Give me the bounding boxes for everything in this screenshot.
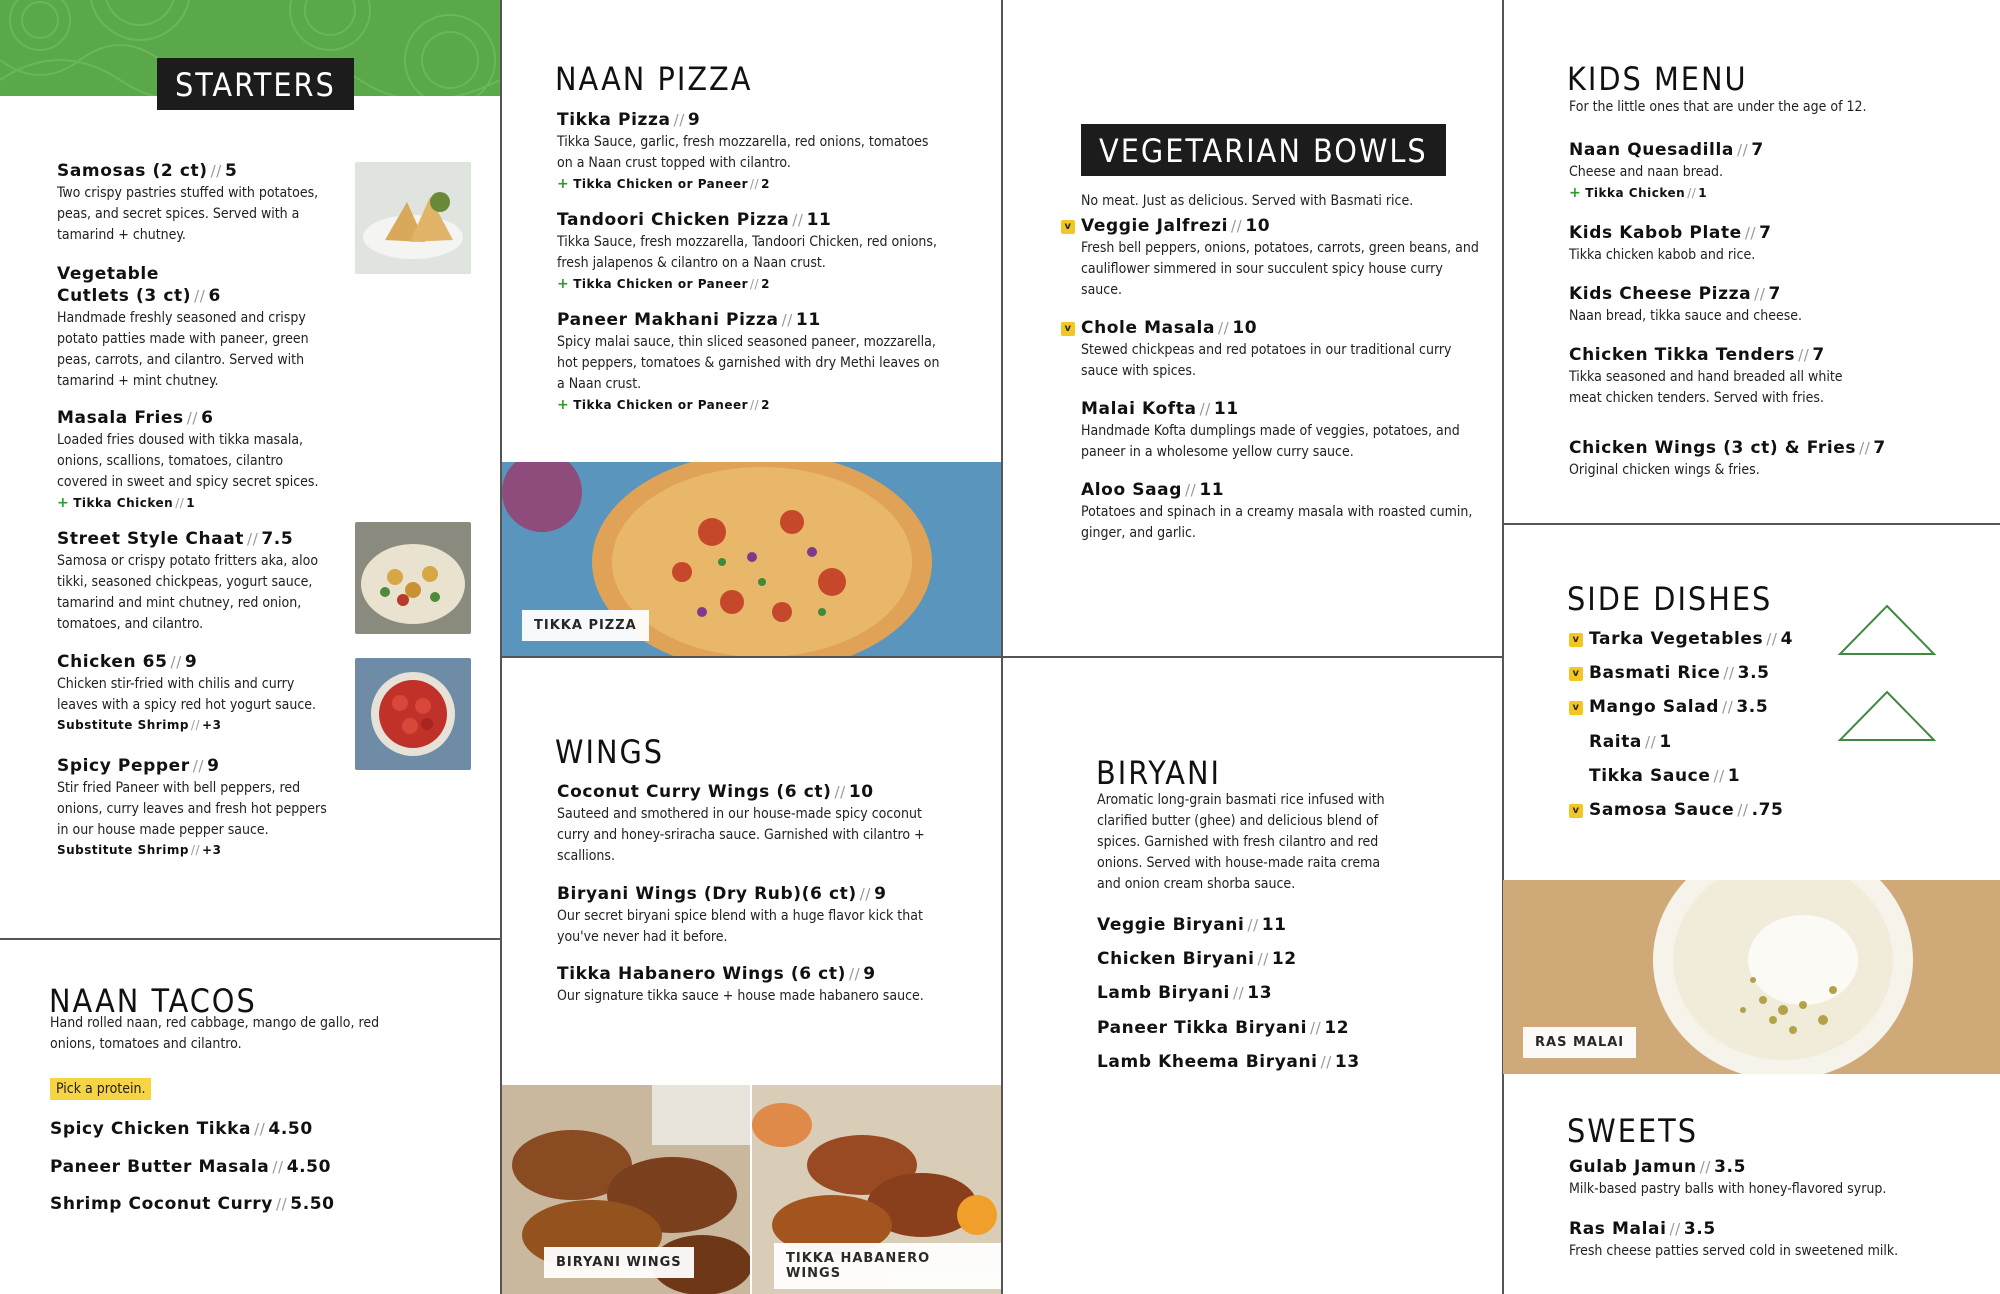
- item-name: Ras Malai: [1569, 1219, 1667, 1239]
- item-name: Chicken Tikka Tenders: [1569, 345, 1796, 365]
- item-price: 7: [1812, 345, 1825, 365]
- item-description: Potatoes and spinach in a creamy masala with roasted cumin, ginger, and garlic.: [1081, 504, 1473, 541]
- item-addon: Substitute Shrimp // +3: [57, 843, 222, 857]
- ras-malai-photo: [1503, 880, 2000, 1074]
- menu-item: Malai Kofta // 11 Handmade Kofta dumplings made of veggies, potatoes, and paneer in a wholesome yellow curry sauce.: [1081, 398, 1481, 463]
- item-name: Chicken 65: [57, 652, 168, 672]
- item-addon: Substitute Shrimp // +3: [57, 718, 222, 732]
- item-name: Masala Fries: [57, 408, 184, 428]
- item-addon: + Tikka Chicken // 1: [57, 495, 196, 511]
- item-description: Handmade freshly seasoned and crispy potato patties made with paneer, green peas, carrots, and cilantro. Served with tamarind + mint chutney.: [57, 310, 309, 389]
- item-name: Spicy Pepper: [57, 756, 190, 776]
- tikka-pizza-photo: [502, 462, 1001, 656]
- item-name: Paneer Makhani Pizza: [557, 310, 779, 330]
- menu-item: Tikka Sauce // 1: [1589, 766, 1741, 786]
- section-divider: [1503, 523, 2000, 525]
- biryani-description: Aromatic long-grain basmati rice infused with clarified butter (ghee) and delicious blend of spices. Garnished with fresh cilantro and red onions. Served with house-made raita crema and onion cream shorba sauce.: [1097, 792, 1385, 892]
- menu-item: Spicy Chicken Tikka // 4.50: [50, 1119, 313, 1139]
- wings-heading: WINGS: [555, 733, 665, 771]
- vegetarian-icon: v: [1569, 701, 1583, 715]
- item-description: Cheese and naan bread.: [1569, 164, 1724, 180]
- item-price: 3.5: [1714, 1157, 1746, 1177]
- menu-item: v Mango Salad // 3.5: [1569, 696, 1849, 718]
- item-name: Paneer Butter Masala: [50, 1157, 270, 1177]
- item-addon: + Tikka Chicken or Paneer // 2: [557, 176, 770, 192]
- chicken-65-photo: [355, 658, 471, 770]
- item-name: Tarka Vegetables: [1589, 629, 1764, 649]
- biryani-heading: BIRYANI: [1096, 754, 1221, 792]
- item-description: Two crispy pastries stuffed with potatoes, peas, and secret spices. Served with a tamarind + chutney.: [57, 185, 319, 243]
- vegetarian-icon: v: [1569, 667, 1583, 681]
- item-name: Kids Cheese Pizza: [1569, 284, 1752, 304]
- item-price: 7: [1768, 284, 1781, 304]
- vegetarian-icon: v: [1569, 804, 1583, 818]
- item-name: Veggie Biryani: [1097, 915, 1245, 935]
- side-dishes-heading: SIDE DISHES: [1567, 580, 1773, 618]
- column-divider: [1001, 0, 1003, 1294]
- menu-item: Paneer Butter Masala // 4.50: [50, 1157, 332, 1177]
- menu-item: Ras Malai // 3.5 Fresh cheese patties served cold in sweetened milk.: [1569, 1218, 1989, 1262]
- menu-item: Biryani Wings (Dry Rub)(6 ct) // 9 Our secret biryani spice blend with a huge flavor kick that you've never had it before.: [557, 883, 947, 948]
- section-divider: [501, 656, 1502, 658]
- sweets-heading: SWEETS: [1567, 1112, 1698, 1150]
- item-name: Cutlets (3 ct): [57, 286, 192, 306]
- item-price: 6: [208, 286, 221, 306]
- item-price: 10: [848, 782, 874, 802]
- item-price: 7: [1759, 223, 1772, 243]
- item-name: Tikka Sauce: [1589, 766, 1711, 786]
- item-price: 11: [1213, 399, 1239, 419]
- menu-item: Paneer Makhani Pizza // 11 Spicy malai sauce, thin sliced seasoned paneer, mozzarella, hot peppers, tomatoes & garnished with dry Methi leaves on a Naan crust. + Tikka Chicken or Paneer // 2: [557, 309, 947, 413]
- item-price: 7: [1751, 140, 1764, 160]
- item-name: Tikka Pizza: [557, 110, 671, 130]
- menu-item: Naan Quesadilla // 7 Cheese and naan bread. + Tikka Chicken // 1: [1569, 139, 1969, 201]
- menu-item: Street Style Chaat // 7.5 Samosa or crispy potato fritters aka, aloo tikki, seasoned chickpeas, yogurt sauce, tamarind and mint chutney, red onion, tomatoes, and cilantro.: [57, 528, 332, 635]
- menu-item: Tikka Habanero Wings (6 ct) // 9 Our signature tikka sauce + house made habanero sauce.: [557, 963, 947, 1007]
- item-price: 12: [1324, 1018, 1350, 1038]
- item-price: 11: [1199, 480, 1225, 500]
- item-price: 11: [1261, 915, 1287, 935]
- menu-item: Chicken Wings (3 ct) & Fries // 7 Original chicken wings & fries.: [1569, 437, 1989, 481]
- item-description: Sauteed and smothered in our house-made spicy coconut curry and honey-sriracha sauce. Garnished with cilantro + scallions.: [557, 806, 925, 864]
- item-price: 9: [874, 884, 887, 904]
- naan-pizza-heading: NAAN PIZZA: [555, 60, 753, 98]
- naan-tacos-heading: NAAN TACOS: [49, 982, 257, 1020]
- item-description: Tikka chicken kabob and rice.: [1569, 247, 1756, 263]
- item-name: Malai Kofta: [1081, 399, 1197, 419]
- item-description: Stir fried Paneer with bell peppers, red onions, curry leaves and fresh hot peppers in our house made pepper sauce.: [57, 780, 327, 838]
- item-name: Chicken Wings (3 ct) & Fries: [1569, 438, 1857, 458]
- menu-item: Paneer Tikka Biryani // 12: [1097, 1018, 1350, 1038]
- item-name: Spicy Chicken Tikka: [50, 1119, 252, 1139]
- item-description: Fresh cheese patties served cold in sweetened milk.: [1569, 1243, 1899, 1259]
- item-description: Naan bread, tikka sauce and cheese.: [1569, 308, 1803, 324]
- chaat-photo: [355, 522, 471, 634]
- item-name: Aloo Saag: [1081, 480, 1183, 500]
- menu-item: Raita // 1: [1589, 732, 1672, 752]
- item-name: Naan Quesadilla: [1569, 140, 1734, 160]
- item-name: Paneer Tikka Biryani: [1097, 1018, 1308, 1038]
- item-description: Spicy malai sauce, thin sliced seasoned paneer, mozzarella, hot peppers, tomatoes & garnished with dry Methi leaves on a Naan crust.: [557, 334, 940, 392]
- photo-label: TIKKA HABANERO WINGS: [774, 1243, 1001, 1289]
- vegetarian-bowls-heading: VEGETARIAN BOWLS: [1081, 124, 1446, 176]
- item-price: 1: [1727, 766, 1741, 786]
- item-addon: + Tikka Chicken // 1: [1569, 185, 1708, 201]
- photo-label: BIRYANI WINGS: [544, 1247, 694, 1278]
- menu-item: Lamb Biryani // 13: [1097, 983, 1273, 1003]
- item-description: Fresh bell peppers, onions, potatoes, carrots, green beans, and cauliflower simmered in sour succulent spicy house curry sauce.: [1081, 240, 1479, 298]
- item-description: Loaded fries doused with tikka masala, onions, scallions, tomatoes, cilantro covered in sweet and spicy secret spices.: [57, 432, 319, 490]
- menu-item: Kids Kabob Plate // 7 Tikka chicken kabob and rice.: [1569, 222, 1969, 266]
- item-price: 5: [224, 161, 238, 181]
- item-price: 3.5: [1736, 697, 1769, 717]
- item-price: 9: [687, 110, 701, 130]
- menu-item: v Samosa Sauce // .75: [1569, 799, 1849, 821]
- menu-item: Coconut Curry Wings (6 ct) // 10 Sauteed and smothered in our house-made spicy coconut curry and honey-sriracha sauce. Garnished with cilantro + scallions.: [557, 781, 947, 867]
- item-name: Samosa Sauce: [1589, 800, 1735, 820]
- item-name: Tandoori Chicken Pizza: [557, 210, 790, 230]
- item-name: Raita: [1589, 732, 1642, 752]
- item-price: 4: [1780, 629, 1794, 649]
- item-description: Handmade Kofta dumplings made of veggies, potatoes, and paneer in a wholesome yellow curry sauce.: [1081, 423, 1460, 460]
- item-description: Original chicken wings & fries.: [1569, 462, 1760, 478]
- vegetarian-icon: v: [1061, 322, 1075, 336]
- column-divider: [1502, 0, 1504, 1294]
- menu-item: Veggie Biryani // 11: [1097, 915, 1287, 935]
- item-price: 1: [1659, 732, 1672, 752]
- item-name: Veggie Jalfrezi: [1081, 216, 1229, 236]
- item-price: 10: [1232, 318, 1258, 338]
- naan-tacos-description: Hand rolled naan, red cabbage, mango de gallo, red onions, tomatoes and cilantro.: [50, 1015, 380, 1052]
- item-name: Mango Salad: [1589, 697, 1720, 717]
- menu-item: Lamb Kheema Biryani // 13: [1097, 1052, 1360, 1072]
- menu-item: Shrimp Coconut Curry // 5.50: [50, 1194, 335, 1214]
- menu-item: v Tarka Vegetables // 4: [1569, 628, 1849, 650]
- menu-item: Aloo Saag // 11 Potatoes and spinach in a creamy masala with roasted cumin, ginger, and garlic.: [1081, 479, 1481, 544]
- item-addon: + Tikka Chicken or Paneer // 2: [557, 276, 770, 292]
- item-description: Our secret biryani spice blend with a huge flavor kick that you've never had it before.: [557, 908, 923, 945]
- item-description: Tikka Sauce, garlic, fresh mozzarella, red onions, tomatoes on a Naan crust topped with cilantro.: [557, 134, 929, 171]
- menu-item: Chicken Tikka Tenders // 7 Tikka seasoned and hand breaded all white meat chicken tenders. Served with fries.: [1569, 344, 1869, 409]
- item-description: Stewed chickpeas and red potatoes in our traditional curry sauce with spices.: [1081, 342, 1452, 379]
- item-name: Vegetable: [57, 264, 159, 284]
- item-price: 9: [184, 652, 198, 672]
- menu-item: Masala Fries // 6 Loaded fries doused with tikka masala, onions, scallions, tomatoes, cilantro covered in sweet and spicy secret spices. + Tikka Chicken // 1: [57, 407, 332, 511]
- menu-item: Chicken 65 // 9 Chicken stir-fried with chilis and curry leaves with a spicy red hot yogurt sauce. Substitute Shrimp // +3: [57, 651, 332, 732]
- menu-item: v Veggie Jalfrezi // 10 Fresh bell peppers, onions, potatoes, carrots, green beans, and cauliflower simmered in sour succulent spicy house curry sauce.: [1061, 215, 1481, 301]
- item-price: .75: [1751, 800, 1784, 820]
- menu-item: Kids Cheese Pizza // 7 Naan bread, tikka sauce and cheese.: [1569, 283, 1969, 327]
- item-name: Lamb Kheema Biryani: [1097, 1052, 1318, 1072]
- menu-item: Samosas (2 ct) // 5 Two crispy pastries stuffed with potatoes, peas, and secret spices. Served with a tamarind + chutney.: [57, 160, 332, 246]
- tikka-habanero-wings-photo: [752, 1085, 1001, 1294]
- item-description: Our signature tikka sauce + house made habanero sauce.: [557, 988, 924, 1004]
- item-price: 7.5: [261, 529, 294, 549]
- item-price: 13: [1334, 1052, 1360, 1072]
- item-price: 6: [201, 408, 214, 428]
- menu-item: Tandoori Chicken Pizza // 11 Tikka Sauce, fresh mozzarella, Tandoori Chicken, red onions, fresh jalapenos & cilantro on a Naan crust. + Tikka Chicken or Paneer // 2: [557, 209, 947, 292]
- item-description: Tikka seasoned and hand breaded all white meat chicken tenders. Served with fries.: [1569, 369, 1843, 406]
- vegetarian-icon: v: [1569, 633, 1583, 647]
- item-price: 12: [1271, 949, 1297, 969]
- menu-item: Spicy Pepper // 9 Stir fried Paneer with bell peppers, red onions, curry leaves and fresh hot peppers in our house made pepper sauce. Substitute Shrimp // +3: [57, 755, 332, 857]
- item-name: Street Style Chaat: [57, 529, 245, 549]
- item-description: Milk-based pastry balls with honey-flavored syrup.: [1569, 1181, 1887, 1197]
- samosa-photo: [355, 162, 471, 274]
- item-price: 3.5: [1737, 663, 1770, 683]
- item-name: Gulab Jamun: [1569, 1157, 1697, 1177]
- menu-item: Gulab Jamun // 3.5 Milk-based pastry balls with honey-flavored syrup.: [1569, 1156, 1989, 1200]
- menu-item: v Basmati Rice // 3.5: [1569, 662, 1849, 684]
- item-price: 4.50: [286, 1157, 332, 1177]
- item-addon: + Tikka Chicken or Paneer // 2: [557, 397, 770, 413]
- item-name: Biryani Wings (Dry Rub)(6 ct): [557, 884, 857, 904]
- item-price: 9: [207, 756, 220, 776]
- item-price: 7: [1873, 438, 1886, 458]
- menu-item: v Chole Masala // 10 Stewed chickpeas and red potatoes in our traditional curry sauce with spices.: [1061, 317, 1481, 382]
- item-price: 4.50: [268, 1119, 313, 1139]
- item-price: 11: [806, 210, 832, 230]
- kids-menu-subtitle: For the little ones that are under the age of 12.: [1569, 99, 1867, 115]
- item-name: Samosas (2 ct): [57, 161, 208, 181]
- triangle-decoration-icon: [1838, 690, 1936, 742]
- item-name: Shrimp Coconut Curry: [50, 1194, 273, 1214]
- vegetarian-icon: v: [1061, 220, 1075, 234]
- item-name: Chicken Biryani: [1097, 949, 1255, 969]
- item-price: 13: [1247, 983, 1273, 1003]
- section-divider: [0, 938, 500, 940]
- menu-item: Chicken Biryani // 12: [1097, 949, 1297, 969]
- item-description: Samosa or crispy potato fritters aka, aloo tikki, seasoned chickpeas, yogurt sauce, tamarind and mint chutney, red onion, tomatoes, and cilantro.: [57, 553, 319, 632]
- item-name: Coconut Curry Wings (6 ct): [557, 782, 832, 802]
- menu-item: Vegetable Cutlets (3 ct) // 6 Handmade freshly seasoned and crispy potato patties made with paneer, green peas, carrots, and cilantro. Served with tamarind + mint chutney.: [57, 263, 332, 392]
- item-price: 10: [1245, 216, 1271, 236]
- item-price: 3.5: [1683, 1219, 1716, 1239]
- photo-label: RAS MALAI: [1523, 1027, 1636, 1058]
- photo-label: TIKKA PIZZA: [522, 610, 649, 641]
- biryani-wings-photo: [502, 1085, 750, 1294]
- item-description: Tikka Sauce, fresh mozzarella, Tandoori Chicken, red onions, fresh jalapenos & cilantro on a Naan crust.: [557, 234, 937, 271]
- item-name: Lamb Biryani: [1097, 983, 1230, 1003]
- triangle-decoration-icon: [1838, 604, 1936, 656]
- pick-protein-label: Pick a protein.: [50, 1078, 151, 1100]
- starters-heading: STARTERS: [157, 58, 354, 110]
- vegetarian-bowls-subtitle: No meat. Just as delicious. Served with Basmati rice.: [1081, 193, 1414, 209]
- item-name: Chole Masala: [1081, 318, 1216, 338]
- item-price: 11: [795, 310, 821, 330]
- menu-item: Tikka Pizza // 9 Tikka Sauce, garlic, fresh mozzarella, red onions, tomatoes on a Naan crust topped with cilantro. + Tikka Chicken or Paneer // 2: [557, 109, 947, 192]
- item-description: Chicken stir-fried with chilis and curry leaves with a spicy red hot yogurt sauce.: [57, 676, 317, 713]
- item-name: Tikka Habanero Wings (6 ct): [557, 964, 846, 984]
- kids-menu-heading: KIDS MENU: [1567, 60, 1748, 98]
- item-name: Kids Kabob Plate: [1569, 223, 1742, 243]
- item-name: Basmati Rice: [1589, 663, 1721, 683]
- item-price: 9: [863, 964, 876, 984]
- item-price: 5.50: [290, 1194, 335, 1214]
